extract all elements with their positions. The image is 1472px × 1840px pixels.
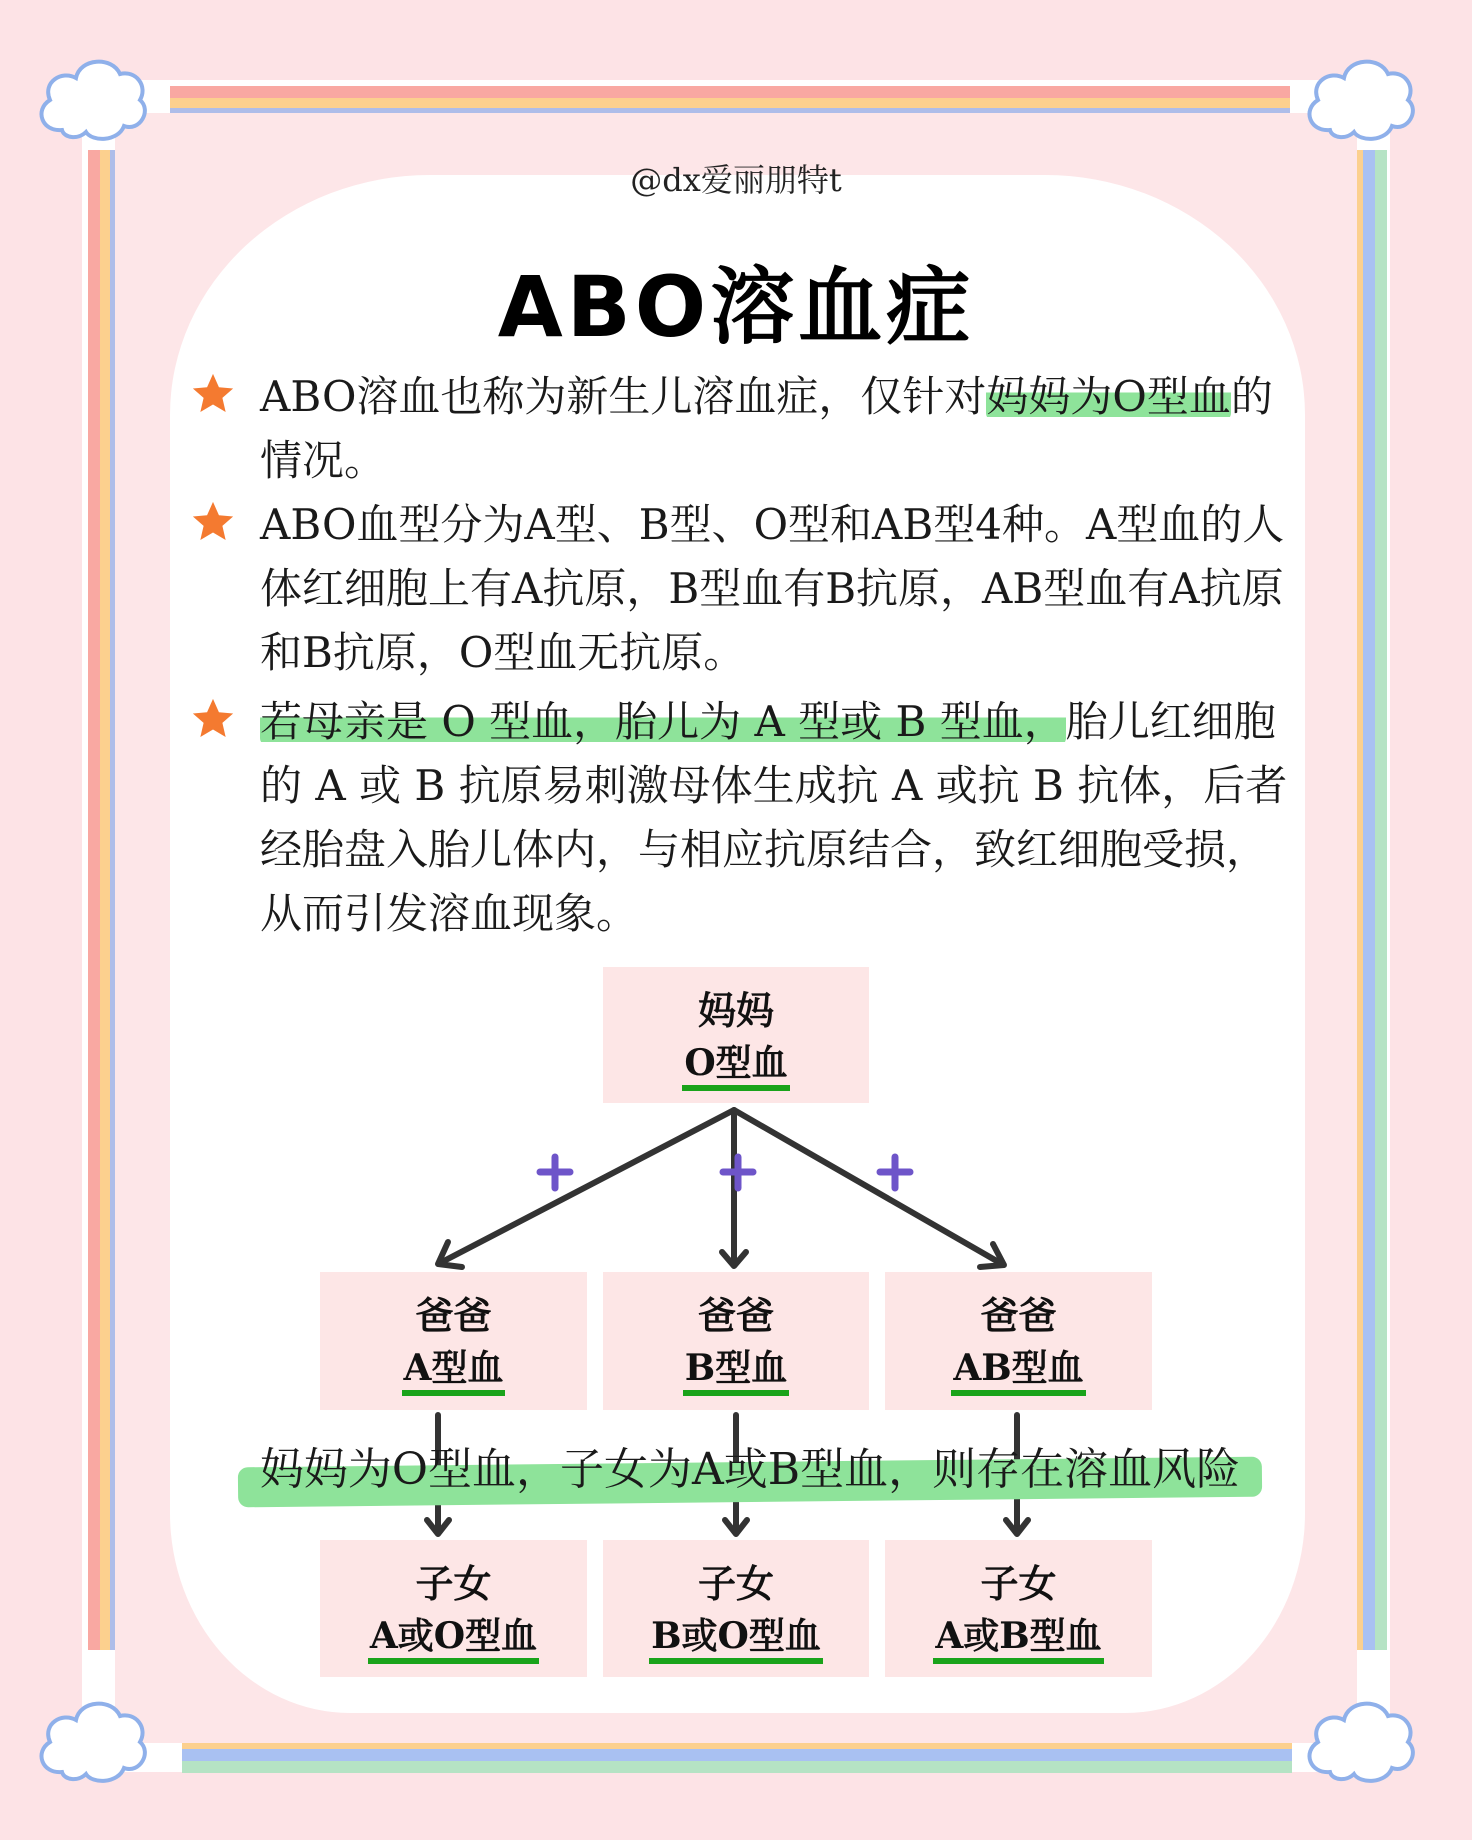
node-label: 子女 — [980, 1561, 1057, 1606]
node-label: 爸爸 — [415, 1293, 492, 1338]
node-label: 爸爸 — [980, 1293, 1057, 1338]
node-blood-type: A或B型血 — [933, 1614, 1103, 1664]
node-blood-type: B或O型血 — [649, 1614, 823, 1664]
node-blood-type: A型血 — [402, 1346, 506, 1396]
child-box-b-or-o — [603, 1540, 869, 1677]
highlighted-text: 妈妈为O型血 — [986, 372, 1231, 421]
bullet-text: ABO溶血也称为新生儿溶血症，仅针对 — [260, 372, 987, 421]
node-label: 妈妈 — [697, 988, 774, 1033]
child-box-a-or-o — [320, 1540, 587, 1677]
bullet-text: 胎儿红细胞的 A 或 B 抗原易刺激母体生成抗 A 或抗 B 抗体，后者经胎盘入胎儿体内，与相应抗原结合，致红细胞受损，从而引发溶血现象。 — [260, 697, 1288, 938]
node-blood-type: A或O型血 — [368, 1614, 539, 1664]
highlighted-text: 若母亲是 O 型血，胎儿为 A 型或 B 型血， — [260, 697, 1066, 746]
node-blood-type: B型血 — [683, 1346, 789, 1396]
child-box-a-or-b — [885, 1540, 1152, 1677]
author-handle: @dx爱丽朋特t — [630, 161, 842, 199]
bullet-text: 的情况。 — [260, 372, 1273, 485]
page-title: ABO溶血症 — [497, 258, 975, 356]
bullet-text: ABO血型分为A型、B型、O型和AB型4种。A型血的人体红细胞上有A抗原，B型血有B抗原，AB型血有A抗原和B抗原，O型血无抗原。 — [260, 500, 1285, 677]
node-label: 爸爸 — [697, 1293, 774, 1338]
node-label: 子女 — [415, 1561, 492, 1606]
node-blood-type: O型血 — [682, 1041, 789, 1091]
father-box-b — [603, 1272, 869, 1410]
father-box-ab — [885, 1272, 1152, 1410]
father-box-a — [320, 1272, 587, 1410]
node-label: 子女 — [697, 1561, 774, 1606]
mother-box — [603, 967, 869, 1103]
conclusion-text: 妈妈为O型血，子女为A或B型血，则存在溶血风险 — [259, 1444, 1241, 1495]
node-blood-type: AB型血 — [951, 1346, 1085, 1396]
